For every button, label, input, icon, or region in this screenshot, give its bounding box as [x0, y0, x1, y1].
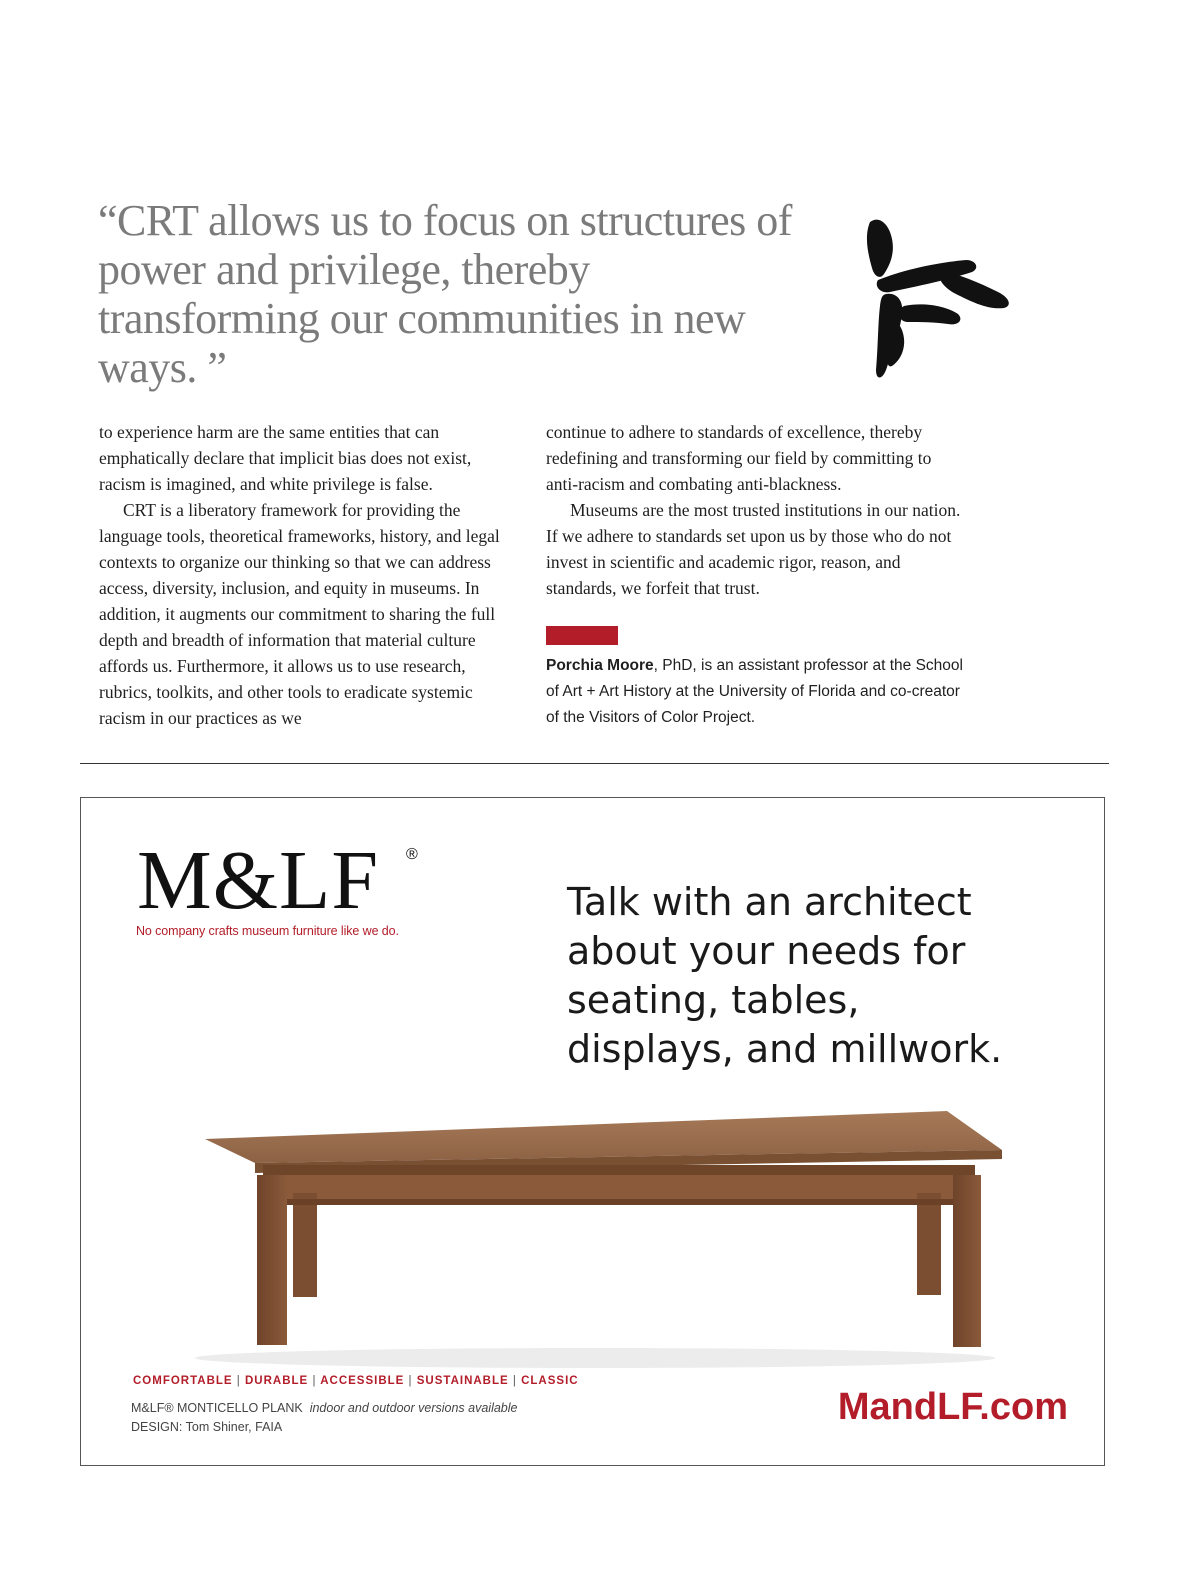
paragraph: CRT is a liberatory framework for providing the language tools, theoretical frameworks, history, and legal contexts to organize our thinking so that we can address access, diversity, inclusion, and equity in museums. In addition, it augments our commitment to sharing the full depth and breadth of information that material culture affords us. Furthermore, it allows us to use research, rubrics, toolkits, and other tools to eradicate systemic racism in our practices as we — [99, 500, 500, 728]
author-name: Porchia Moore — [546, 657, 654, 674]
brand-tagline: No company crafts museum furniture like we do. — [136, 924, 399, 938]
brand-logo: M&LF — [137, 834, 380, 927]
feature-label: SUSTAINABLE — [416, 1375, 509, 1387]
feature-label: DURABLE — [245, 1375, 309, 1387]
website-link[interactable]: MandLF.com — [837, 1386, 1068, 1428]
bench-product-image — [165, 1103, 1015, 1373]
product-info — [131, 1399, 517, 1437]
author-bio-divider — [546, 626, 618, 645]
author-bio-text: , PhD, is an assistant professor at the School of Art + Art History at the University of Florida and co-creator of the Visitors of Color Project. — [546, 657, 963, 726]
ad-headline: Talk with an architect about your needs for seating, tables, displays, and millwork. — [567, 880, 1003, 1071]
paragraph: Museums are the most trusted institutions in our nation. If we adhere to standards set upon us by those who do not invest in scientific and academic rigor, reason, and standards, we forfeit that trust. — [546, 500, 961, 598]
feature-separator: | — [408, 1375, 413, 1387]
product-note: indoor and outdoor versions available — [309, 1401, 518, 1415]
product-name: M&LF® MONTICELLO PLANK — [131, 1401, 303, 1415]
advertisement[interactable] — [80, 797, 1105, 1466]
calligraphic-glyph-mark — [848, 210, 1018, 385]
section-divider — [80, 763, 1109, 764]
author-bio — [546, 653, 976, 731]
paragraph: to experience harm are the same entities that can emphatically declare that implicit bias does not exist, racism is imagined, and white privilege is false. — [99, 422, 472, 494]
feature-separator: | — [312, 1375, 317, 1387]
registered-mark: ® — [406, 846, 418, 863]
design-credit: DESIGN: Tom Shiner, FAIA — [131, 1420, 283, 1434]
feature-label: COMFORTABLE — [133, 1375, 233, 1387]
feature-separator: | — [236, 1375, 241, 1387]
product-features — [133, 1375, 579, 1387]
body-column-left — [99, 419, 514, 731]
feature-label: CLASSIC — [521, 1375, 579, 1387]
feature-label: ACCESSIBLE — [320, 1375, 405, 1387]
body-column-right — [546, 419, 961, 601]
pull-quote: “CRT allows us to focus on structures of power and privilege, thereby transforming our communities in new ways. ” — [98, 196, 792, 392]
feature-separator: | — [512, 1375, 517, 1387]
paragraph: continue to adhere to standards of excellence, thereby redefining and transforming our field by committing to anti-racism and combating anti-blackness. — [546, 422, 932, 494]
